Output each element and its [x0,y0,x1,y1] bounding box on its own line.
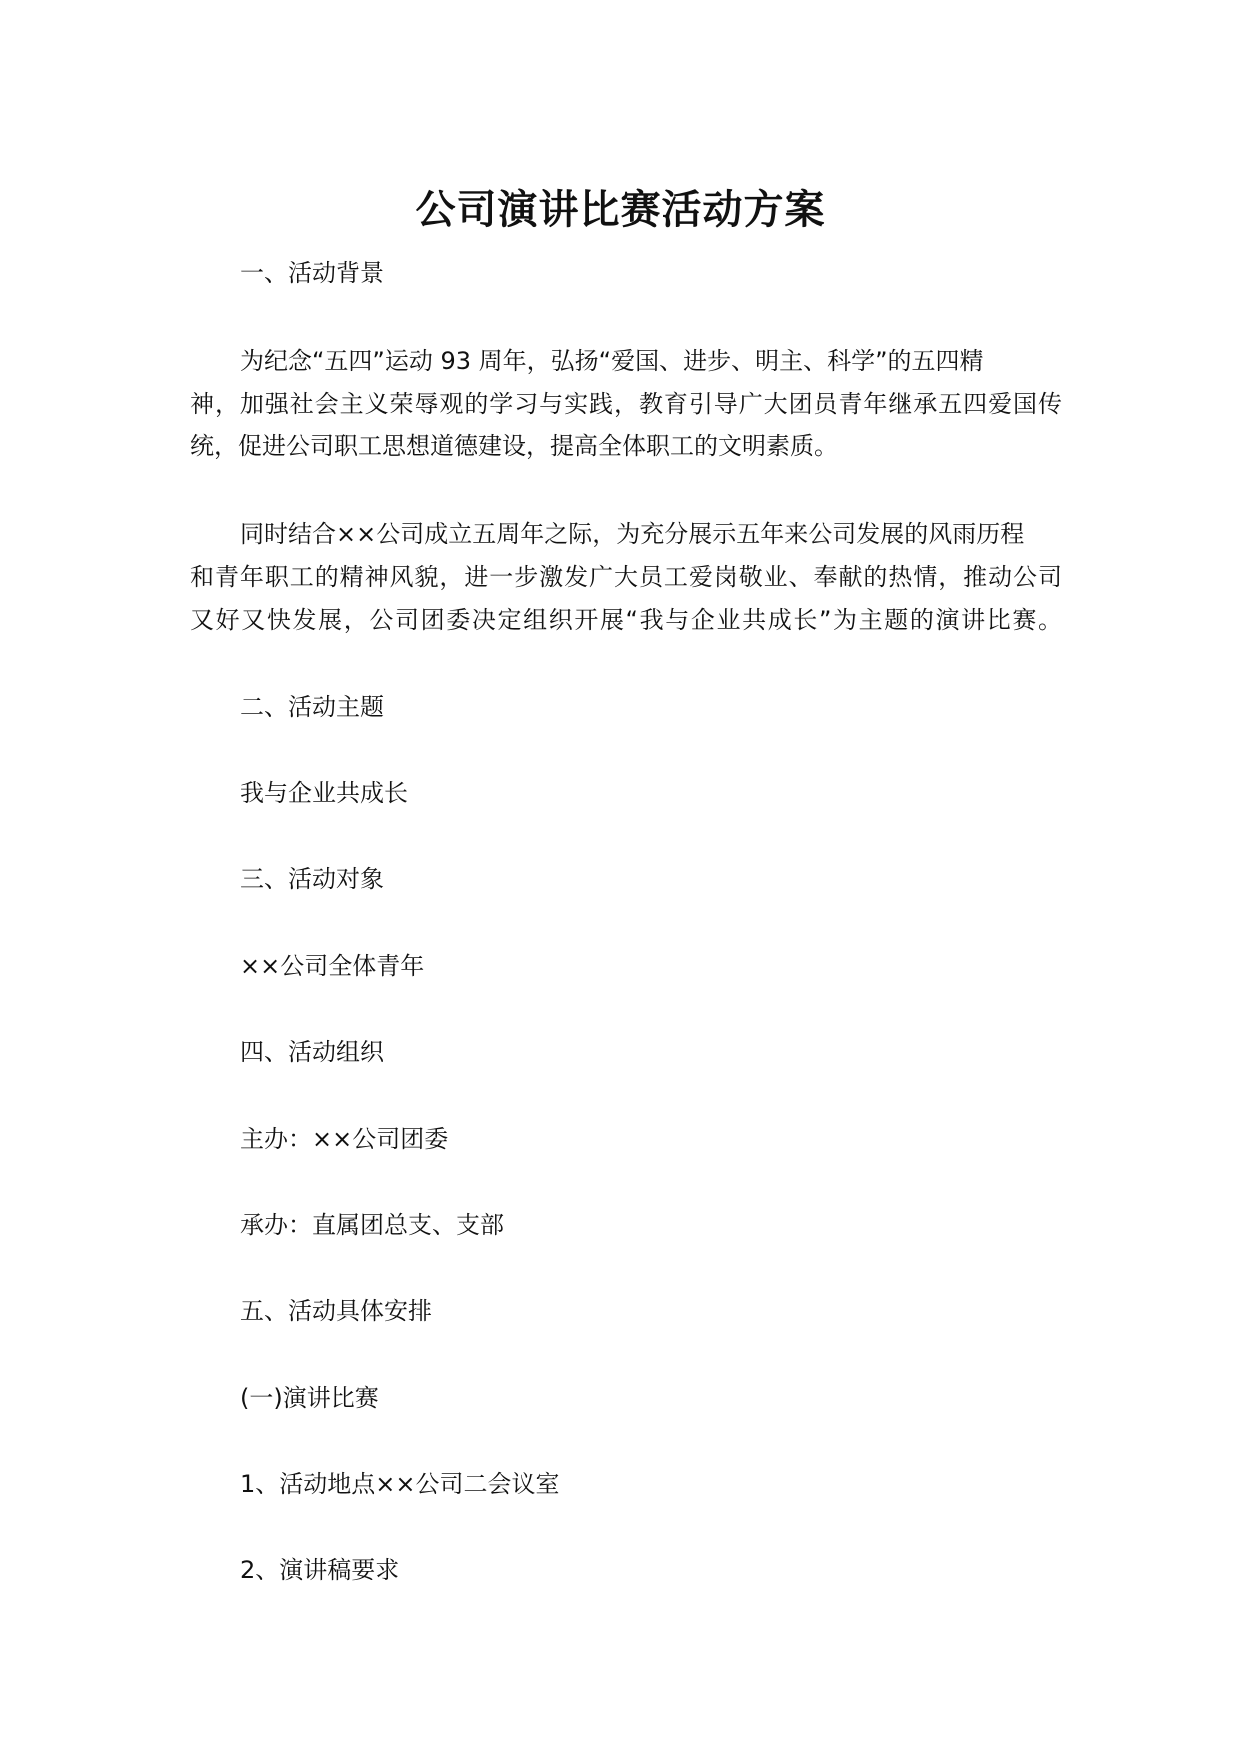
item-venue: 1、活动地点××公司二会议室 [240,1470,560,1498]
paragraph-2-line-3: 又好又快发展，公司团委决定组织开展“我与企业共成长”为主题的演讲比赛。 [190,606,1062,634]
subheading-speech-contest: (一)演讲比赛 [240,1384,379,1412]
paragraph-2-line-1: 同时结合××公司成立五周年之际，为充分展示五年来公司发展的风雨历程 [240,520,1025,548]
organizer-text: 承办：直属团总支、支部 [240,1211,504,1239]
section-heading-target: 三、活动对象 [240,865,384,893]
host-text: 主办：××公司团委 [240,1125,449,1153]
paragraph-1-line-1: 为纪念“五四”运动 93 周年，弘扬“爱国、进步、明主、科学”的五四精 [240,347,984,375]
item-speech-requirements: 2、演讲稿要求 [240,1556,400,1584]
section-heading-background: 一、活动背景 [240,259,384,287]
paragraph-1-line-2: 神，加强社会主义荣辱观的学习与实践，教育引导广大团员青年继承五四爱国传 [190,390,1062,418]
section-heading-arrangement: 五、活动具体安排 [240,1297,432,1325]
paragraph-1-line-3: 统，促进公司职工思想道德建设，提高全体职工的文明素质。 [190,432,838,460]
section-heading-theme: 二、活动主题 [240,693,384,721]
theme-text: 我与企业共成长 [240,779,408,807]
document-title: 公司演讲比赛活动方案 [415,187,826,233]
paragraph-2-line-2: 和青年职工的精神风貌，进一步激发广大员工爱岗敬业、奉献的热情，推动公司 [190,563,1062,591]
section-heading-organization: 四、活动组织 [240,1038,384,1066]
target-text: ××公司全体青年 [240,952,425,980]
